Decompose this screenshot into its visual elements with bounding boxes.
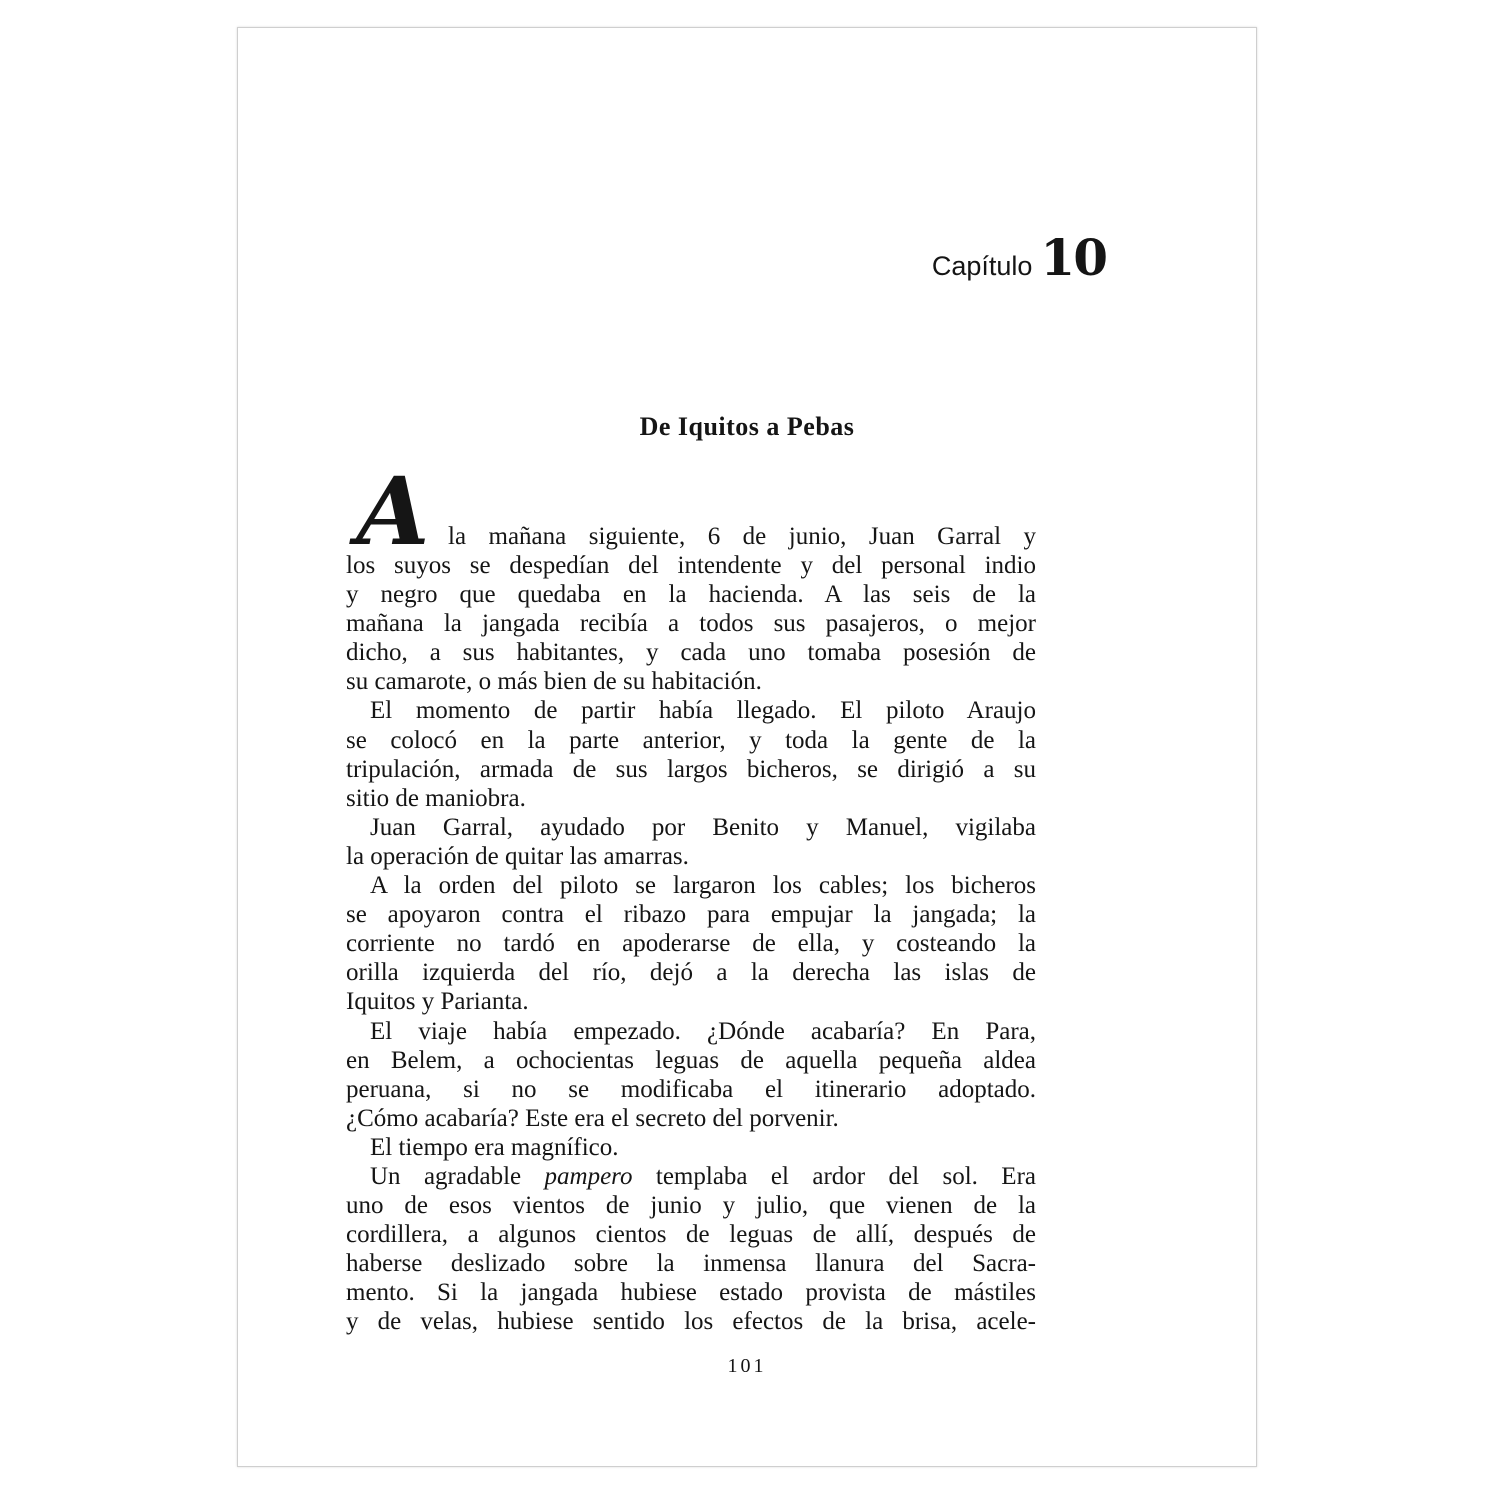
text-line: corriente no tardó en apoderarse de ella, y costeando la [346, 930, 1036, 958]
text-line: mañana la jangada recibía a todos sus pasajeros, o mejor [346, 610, 1036, 638]
text-line: la mañana siguiente, 6 de junio, Juan Garral y [448, 522, 1036, 550]
text-line: El viaje había empezado. ¿Dónde acabaría? En Para, [370, 1017, 1036, 1045]
text-line [346, 1162, 1036, 1191]
text-line: su camarote, o más bien de su habitación. [346, 668, 762, 696]
text-line: orilla izquierda del río, dejó a la derecha las islas de [346, 959, 1036, 987]
text-line: Iquitos y Parianta. [346, 988, 529, 1016]
body-text [346, 457, 1036, 1337]
text-line: y de velas, hubiese sentido los efectos de la brisa, acele- [346, 1308, 1036, 1336]
chapter-label: Capítulo [931, 251, 1033, 281]
text-segment: templaba el ardor del sol. Era [632, 1162, 1036, 1190]
text-line: Juan Garral, ayudado por Benito y Manuel, vigilaba [370, 813, 1036, 841]
italic-term: pampero [544, 1162, 633, 1190]
text-line: en Belem, a ochocientas leguas de aquella pequeña aldea [346, 1046, 1036, 1074]
text-line: cordillera, a algunos cientos de leguas de allí, después de [346, 1221, 1036, 1249]
text-line: El tiempo era magnífico. [370, 1133, 619, 1161]
text-line: A la orden del piloto se largaron los cables; los bicheros [370, 872, 1036, 900]
chapter-number: 10 [1040, 228, 1106, 287]
chapter-heading [932, 228, 1106, 287]
text-line: mento. Si la jangada hubiese estado provista de mástiles [346, 1279, 1036, 1307]
text-line: los suyos se despedían del intendente y del personal indio [346, 552, 1036, 579]
drop-cap: A [356, 457, 430, 567]
text-line: se colocó en la parte anterior, y toda la gente de la [346, 726, 1036, 754]
text-line: la operación de quitar las amarras. [346, 842, 689, 870]
text-line: haberse deslizado sobre la inmensa llanura del Sacra- [346, 1250, 1036, 1278]
book-page [237, 27, 1257, 1467]
text-line: uno de esos vientos de junio y julio, que vienen de la [346, 1192, 1036, 1220]
page-number: 101 [727, 1355, 767, 1377]
text-line: se apoyaron contra el ribazo para empujar la jangada; la [346, 901, 1036, 929]
text-segment: Un agradable [370, 1162, 545, 1190]
text-line: El momento de partir había llegado. El piloto Araujo [370, 697, 1036, 725]
text-line: y negro que quedaba en la hacienda. A las seis de la [346, 581, 1036, 609]
chapter-title: De Iquitos a Pebas [639, 412, 855, 441]
text-line: ¿Cómo acabaría? Este era el secreto del porvenir. [346, 1104, 839, 1132]
text-line: tripulación, armada de sus largos bicheros, se dirigió a su [346, 755, 1036, 783]
text-line: peruana, si no se modificaba el itinerario adoptado. [346, 1075, 1036, 1103]
text-line: dicho, a sus habitantes, y cada uno tomaba posesión de [346, 639, 1036, 667]
text-line: sitio de maniobra. [346, 784, 526, 812]
